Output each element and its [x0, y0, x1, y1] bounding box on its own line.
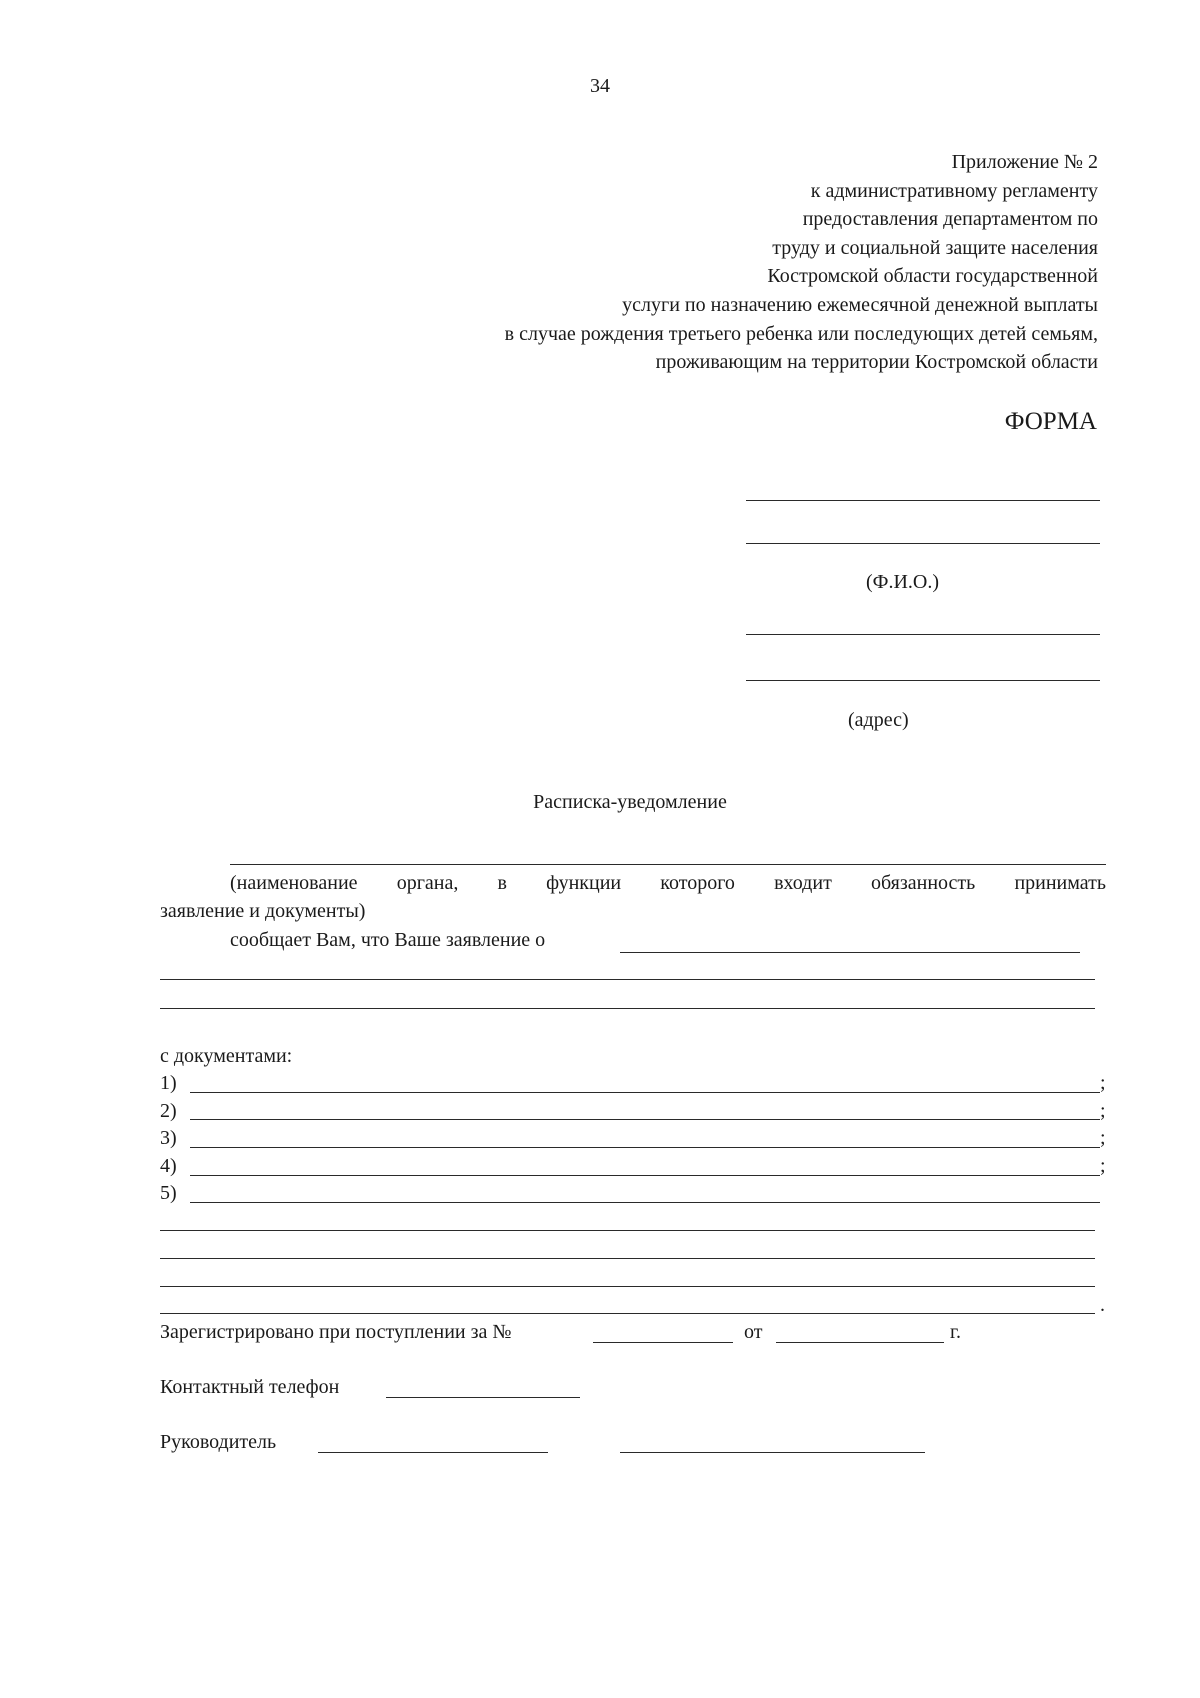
document-line[interactable]	[190, 1092, 1100, 1093]
document-line[interactable]	[190, 1202, 1100, 1203]
head-signature-line[interactable]	[318, 1452, 548, 1453]
documents-label: с документами:	[160, 1045, 293, 1067]
address-field-line[interactable]	[746, 634, 1100, 635]
document-line[interactable]	[160, 1313, 1095, 1314]
appendix-header	[505, 148, 1098, 377]
appendix-line: проживающим на территории Костромской области	[655, 351, 1098, 374]
page-number: 34	[590, 75, 610, 97]
document-line[interactable]	[190, 1175, 1100, 1176]
head-label: Руководитель	[160, 1431, 277, 1453]
application-subject-line[interactable]	[160, 979, 1095, 980]
head-name-line[interactable]	[620, 1452, 925, 1453]
document-line[interactable]	[190, 1119, 1100, 1120]
appendix-line: Костромской области государственной	[767, 265, 1098, 288]
document-number: 3)	[160, 1127, 177, 1149]
document-number: 5)	[160, 1182, 177, 1204]
organ-caption-continued: заявление и документы)	[160, 900, 366, 922]
document-number: 1)	[160, 1072, 177, 1094]
phone-label: Контактный телефон	[160, 1376, 340, 1398]
fio-field-line[interactable]	[746, 500, 1100, 501]
semicolon: ;	[1100, 1155, 1106, 1177]
document-line[interactable]	[160, 1230, 1095, 1231]
period: .	[1100, 1294, 1105, 1316]
document-line[interactable]	[160, 1258, 1095, 1259]
organ-field-line[interactable]	[230, 864, 1106, 865]
appendix-line: услуги по назначению ежемесячной денежной выплаты	[622, 293, 1098, 316]
document-line[interactable]	[190, 1147, 1100, 1148]
semicolon: ;	[1100, 1127, 1106, 1149]
from-text: от	[744, 1321, 763, 1343]
registration-date-line[interactable]	[776, 1342, 944, 1343]
appendix-line: к административному регламенту	[810, 179, 1098, 202]
registration-number-line[interactable]	[593, 1342, 733, 1343]
address-field-line[interactable]	[746, 680, 1100, 681]
informs-text: сообщает Вам, что Ваше заявление о	[230, 929, 546, 951]
document-number: 2)	[160, 1100, 177, 1122]
form-label: ФОРМА	[1004, 408, 1097, 435]
appendix-line: Приложение № 2	[951, 151, 1098, 173]
address-caption: (адрес)	[848, 709, 909, 731]
organ-caption: (наименование органа, в функции которого входит обязанность принимать	[230, 872, 1106, 894]
application-subject-line[interactable]	[160, 1008, 1095, 1009]
appendix-line: предоставления департаментом по	[802, 208, 1098, 231]
registered-text: Зарегистрировано при поступлении за №	[160, 1321, 512, 1343]
document-title: Расписка-уведомление	[533, 791, 727, 813]
application-subject-line[interactable]	[620, 952, 1080, 953]
document-number: 4)	[160, 1155, 177, 1177]
document-line[interactable]	[160, 1286, 1095, 1287]
fio-caption: (Ф.И.О.)	[866, 571, 940, 593]
appendix-line: в случае рождения третьего ребенка или последующих детей семьям,	[504, 322, 1098, 345]
year-suffix: г.	[950, 1321, 961, 1343]
phone-field-line[interactable]	[386, 1397, 580, 1398]
semicolon: ;	[1100, 1072, 1106, 1094]
semicolon: ;	[1100, 1100, 1106, 1122]
fio-field-line[interactable]	[746, 543, 1100, 544]
appendix-line: труду и социальной защите населения	[772, 236, 1098, 259]
